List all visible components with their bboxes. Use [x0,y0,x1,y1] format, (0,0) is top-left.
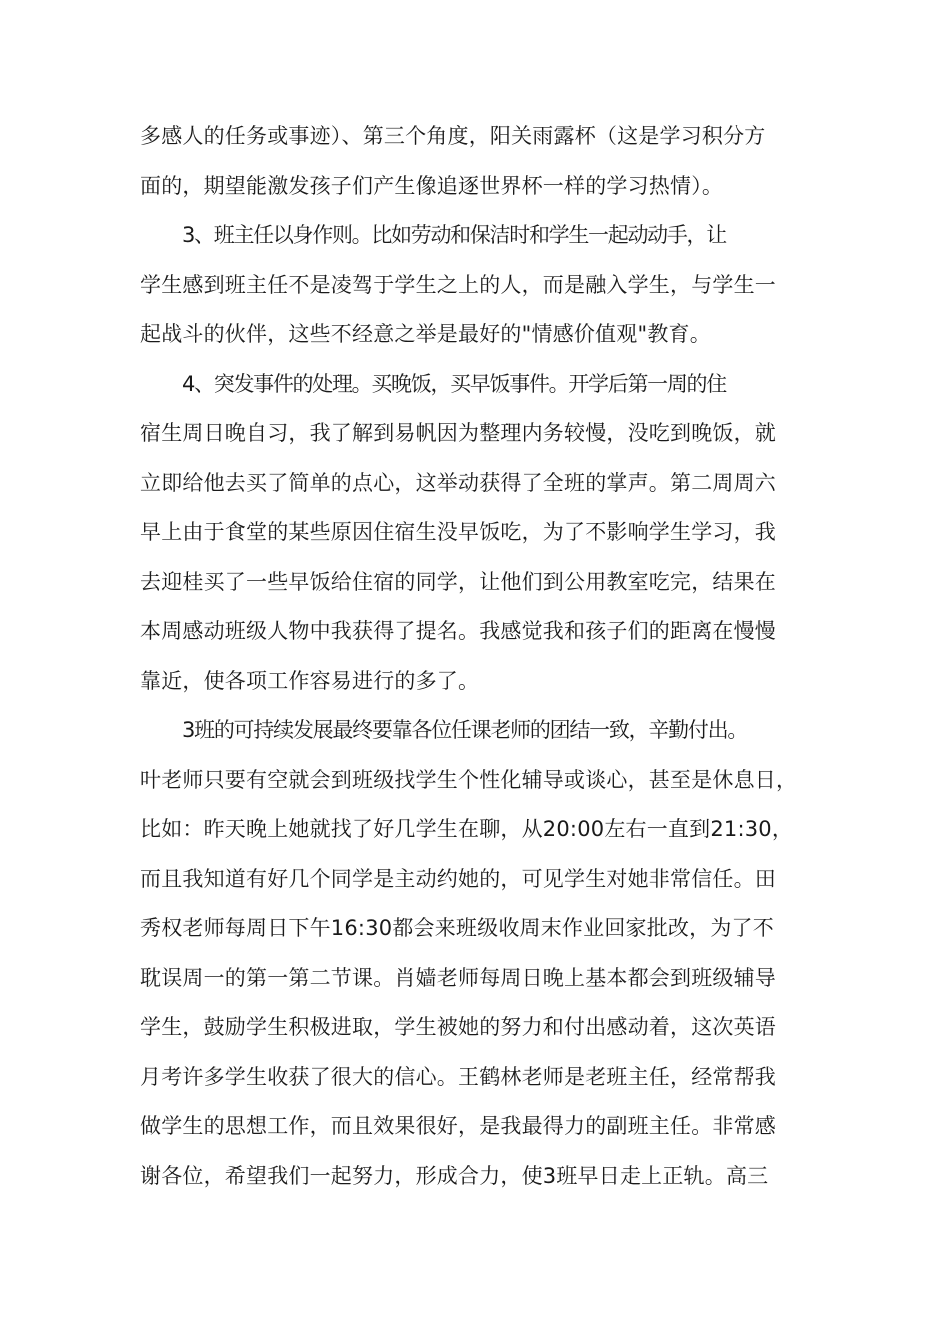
text-line: 比如：昨天晚上她就找了好几学生在聊，从20:00左右一直到21:30， [140,817,794,841]
text-line: 耽误周一的第一第二节课。肖嫱老师每周日晚上基本都会到班级辅导 [140,965,776,990]
text-line: 起战斗的伙伴，这些不经意之举是最好的"情感价值观"教育。 [140,322,711,346]
text-line: 学生感到班主任不是凌驾于学生之上的人，而是融入学生，与学生一 [140,272,776,297]
text-line: 叶老师只要有空就会到班级找学生个性化辅导或谈心，甚至是休息日， [140,767,798,792]
text-line: 3班的可持续发展最终要靠各位任课老师的团结一致，辛勤付出。 [182,718,748,742]
text-line: 宿生周日晚自习，我了解到易帆因为整理内务较慢，没吃到晚饭，就 [140,421,776,445]
body-text [140,112,830,1201]
text-line: 做学生的思想工作，而且效果很好，是我最得力的副班主任。非常感 [140,1114,776,1138]
text-line: 靠近，使各项工作容易进行的多了。 [140,668,480,693]
text-line: 3、班主任以身作则。比如劳动和保洁时和学生一起动动手，让 [182,223,726,247]
text-line: 而且我知道有好几个同学是主动约她的，可见学生对她非常信任。田 [140,866,776,891]
text-line: 谢各位，希望我们一起努力，形成合力，使3班早日走上正轨。高三 [140,1163,769,1188]
text-line: 立即给他去买了简单的点心，这举动获得了全班的掌声。第二周周六 [140,470,776,495]
text-line: 本周感动班级人物中我获得了提名。我感觉我和孩子们的距离在慢慢 [140,619,776,643]
text-line: 4、突发事件的处理。买晚饭，买早饭事件。开学后第一周的住 [182,371,726,396]
text-line: 面的，期望能激发孩子们产生像追逐世界杯一样的学习热情）。 [140,173,724,198]
text-line: 早上由于食堂的某些原因住宿生没早饭吃，为了不影响学生学习，我 [140,520,776,544]
text-line: 月考许多学生收获了很大的信心。王鹤林老师是老班主任，经常帮我 [140,1064,776,1089]
text-line: 秀权老师每周日下午16:30都会来班级收周末作业回家批改，为了不 [140,916,774,940]
text-line: 去迎桂买了一些早饭给住宿的同学，让他们到公用教室吃完，结果在 [140,569,776,594]
text-line: 多感人的任务或事迹）、第三个角度，阳关雨露杯（这是学习积分方 [140,124,766,148]
text-line: 学生，鼓励学生积极进取，学生被她的努力和付出感动着，这次英语 [140,1015,776,1039]
